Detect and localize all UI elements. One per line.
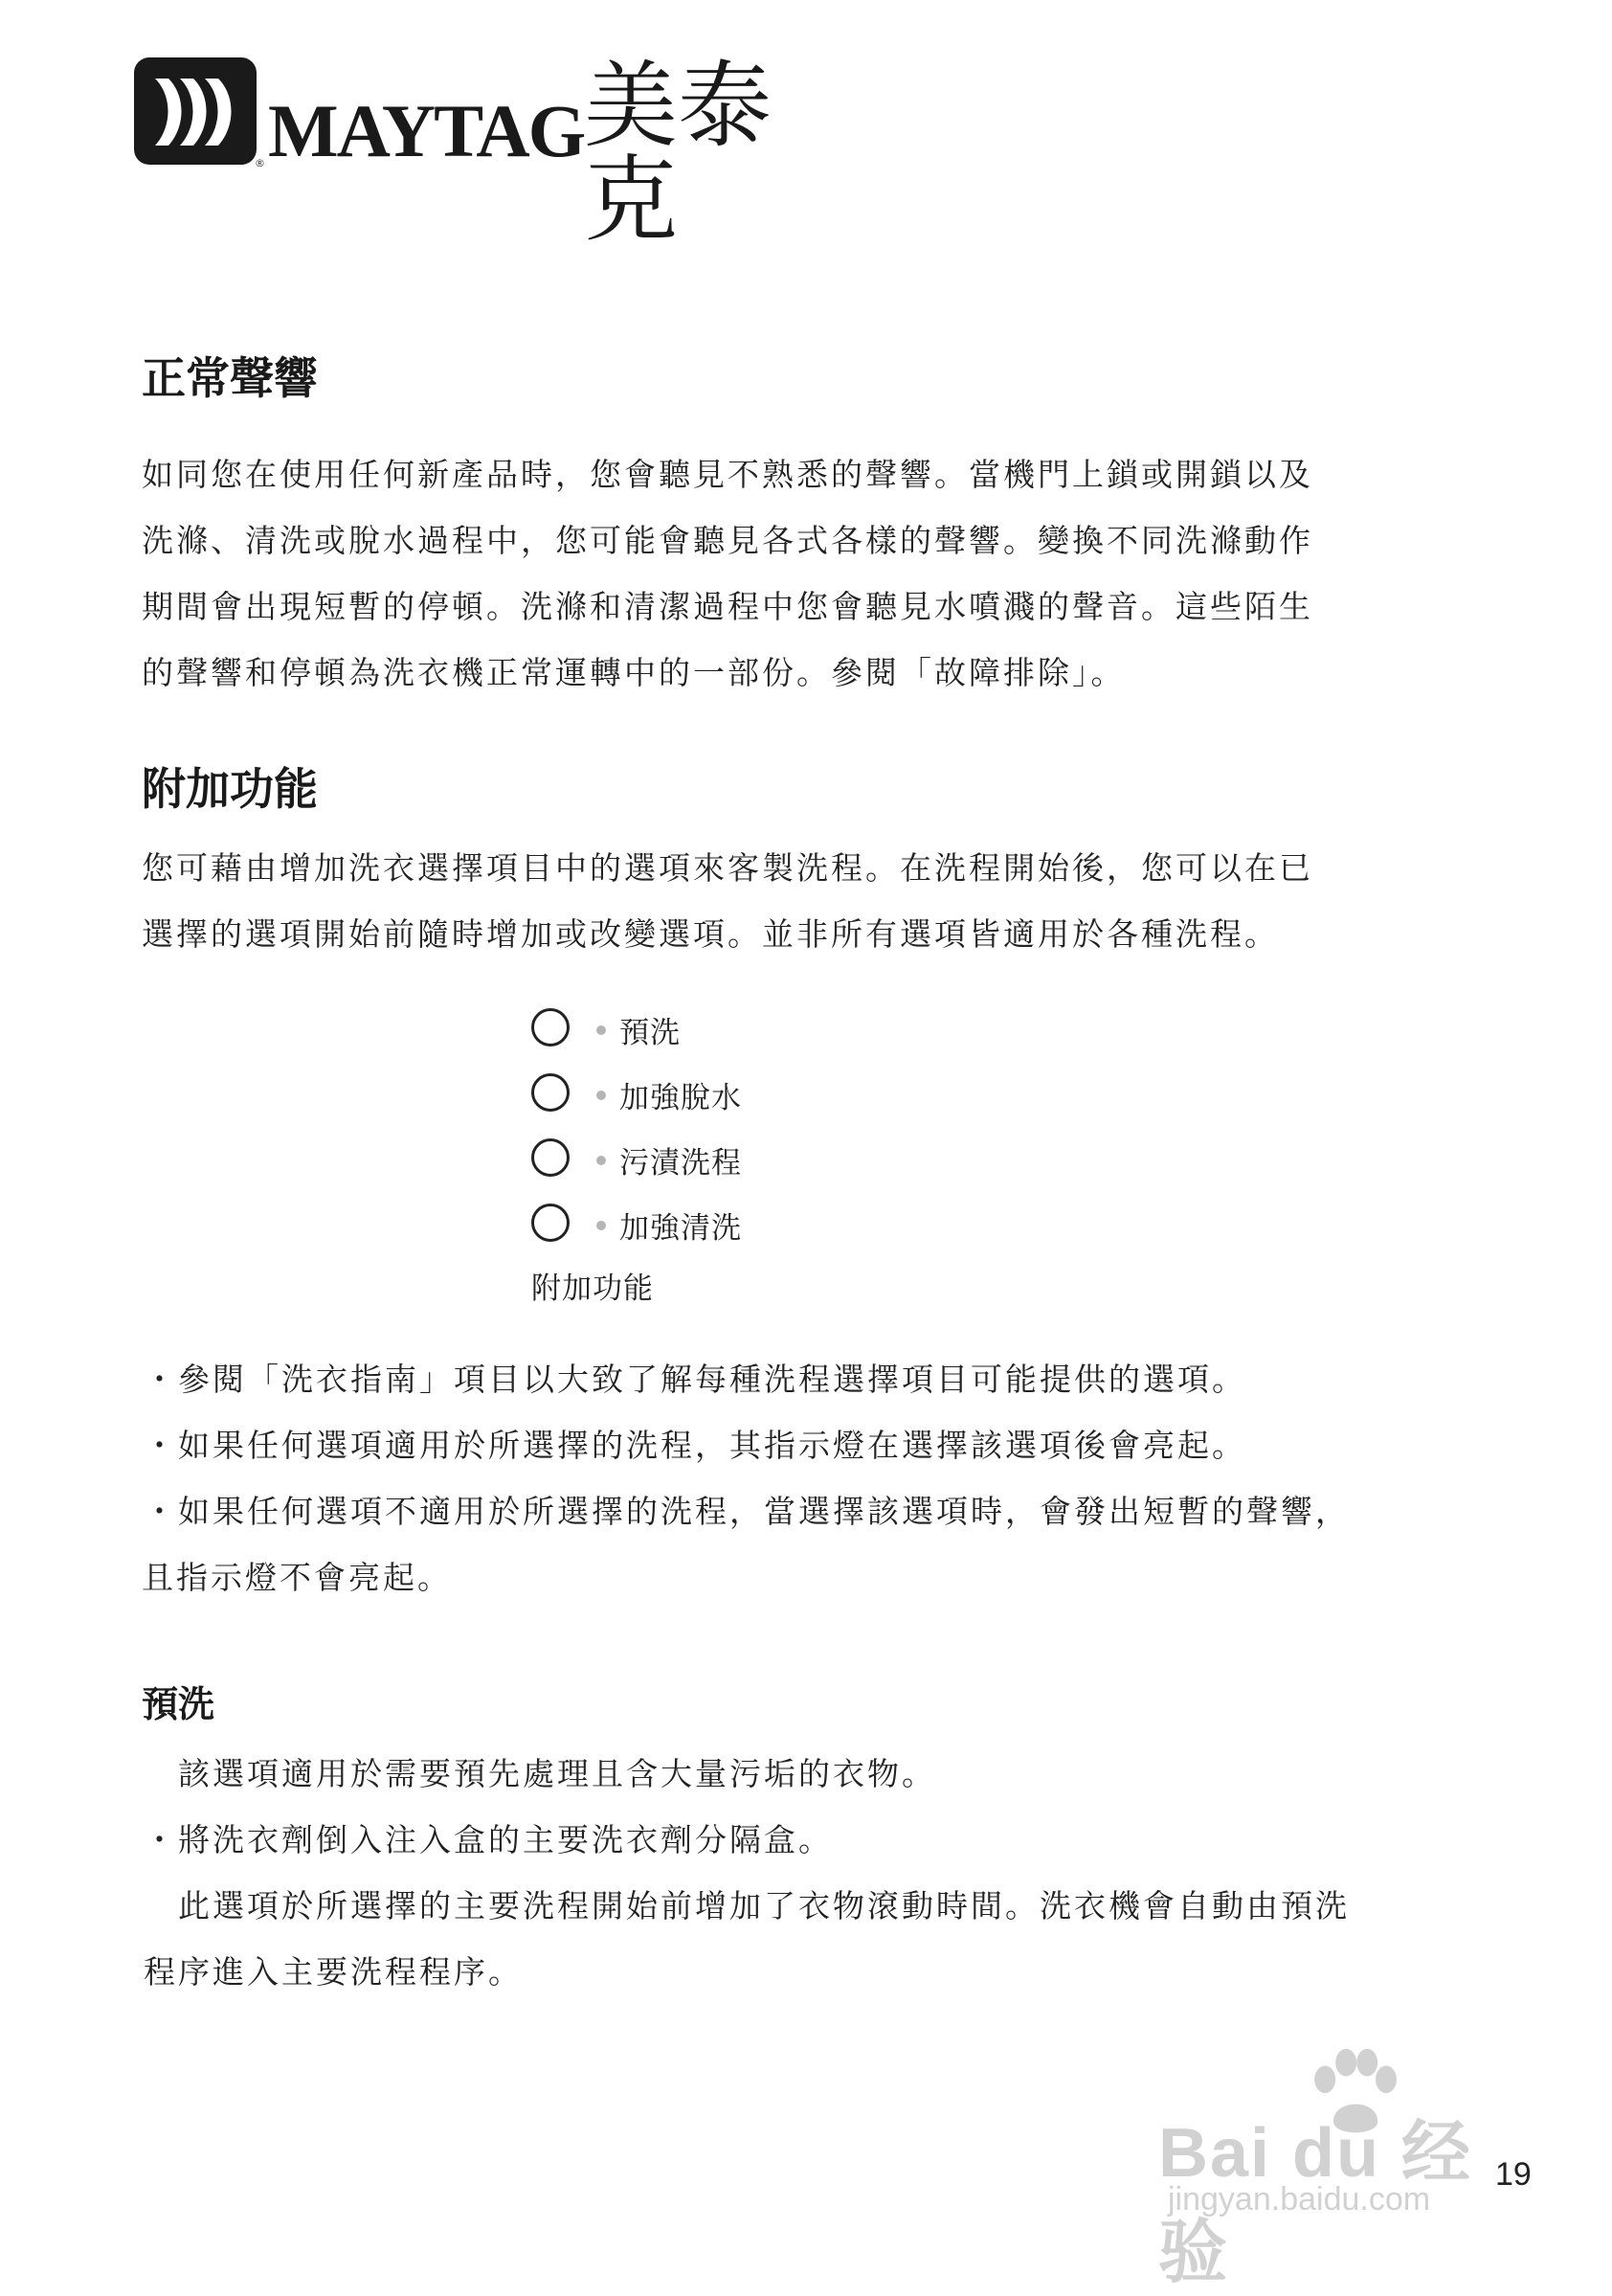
baidu-watermark — [1158, 2039, 1541, 2291]
brand-name-chinese: 美泰克 — [584, 52, 772, 255]
page-number: 19 — [1495, 2156, 1532, 2193]
option-button-icon[interactable] — [531, 1008, 570, 1047]
option-extra-spin[interactable] — [531, 1066, 914, 1131]
option-label: 預洗 — [619, 1016, 681, 1050]
note-line: ・如果任何選項適用於所選擇的洗程，其指示燈在選擇該選項後會亮起。 — [144, 1427, 1246, 1464]
options-panel — [531, 1001, 914, 1261]
paragraph-line: 選擇的選項開始前隨時增加或改變選項。並非所有選項皆適用於各種洗程。 — [142, 915, 1279, 953]
indicator-light-icon — [596, 1025, 606, 1035]
option-extra-rinse[interactable] — [531, 1196, 914, 1261]
option-button-icon[interactable] — [531, 1138, 570, 1177]
brand-name: MAYTAG — [268, 89, 585, 172]
brand-logo — [134, 52, 862, 255]
watermark-brand: Bai du 经验 — [1158, 2115, 1473, 2291]
options-caption: 附加功能 — [531, 1272, 654, 1306]
note-line: ・參閱「洗衣指南」項目以大致了解每種洗程選擇項目可能提供的選項。 — [144, 1361, 1246, 1398]
option-label: 加強脫水 — [619, 1081, 742, 1115]
paragraph-line: 洗滌、清洗或脫水過程中，您可能會聽見各式各樣的聲響。變換不同洗滌動作 — [142, 522, 1313, 559]
paragraph-line: 程序進入主要洗程程序。 — [144, 1953, 523, 1991]
watermark-url: jingyan.baidu.com — [1168, 2181, 1431, 2217]
options-notes — [144, 1346, 1484, 1610]
paragraph-line: 此選項於所選擇的主要洗程開始前增加了衣物滾動時間。洗衣機會自動由預洗 — [144, 1887, 1350, 1925]
option-prewash[interactable] — [531, 1001, 914, 1066]
registered-mark: ® — [255, 157, 265, 169]
option-label: 加強清洗 — [619, 1211, 742, 1246]
indicator-light-icon — [596, 1221, 606, 1230]
option-label: 污漬洗程 — [619, 1146, 742, 1181]
paragraph-line: ・將洗衣劑倒入注入盒的主要洗衣劑分隔盒。 — [144, 1821, 833, 1858]
option-stain-cycle[interactable] — [531, 1131, 914, 1196]
paragraph-line: 您可藉由增加洗衣選擇項目中的選項來客製洗程。在洗程開始後，您可以在已 — [142, 849, 1313, 887]
indicator-light-icon — [596, 1156, 606, 1165]
maytag-logo-icon — [134, 57, 257, 165]
section-title-options: 附加功能 — [142, 763, 318, 815]
prewash-paragraph — [144, 1741, 1484, 2005]
indicator-light-icon — [596, 1091, 606, 1100]
section-title-normal-sounds: 正常聲響 — [142, 352, 318, 404]
note-line: 且指示燈不會亮起。 — [142, 1559, 452, 1596]
option-button-icon[interactable] — [531, 1204, 570, 1242]
section-title-prewash: 預洗 — [142, 1683, 215, 1725]
option-button-icon[interactable] — [531, 1073, 570, 1112]
paragraph-line: 該選項適用於需要預先處理且含大量污垢的衣物。 — [144, 1755, 936, 1792]
paragraph-line: 期間會出現短暫的停頓。洗滌和清潔過程中您會聽見水噴濺的聲音。這些陌生 — [142, 588, 1313, 625]
note-line: ・如果任何選項不適用於所選擇的洗程，當選擇該選項時，會發出短暫的聲響， — [144, 1493, 1350, 1530]
normal-sounds-paragraph — [142, 441, 1482, 706]
paragraph-line: 的聲響和停頓為洗衣機正常運轉中的一部份。參閱「故障排除」。 — [142, 654, 1126, 691]
paragraph-line: 如同您在使用任何新產品時，您會聽見不熟悉的聲響。當機門上鎖或開鎖以及 — [142, 456, 1313, 493]
options-paragraph — [142, 835, 1482, 967]
